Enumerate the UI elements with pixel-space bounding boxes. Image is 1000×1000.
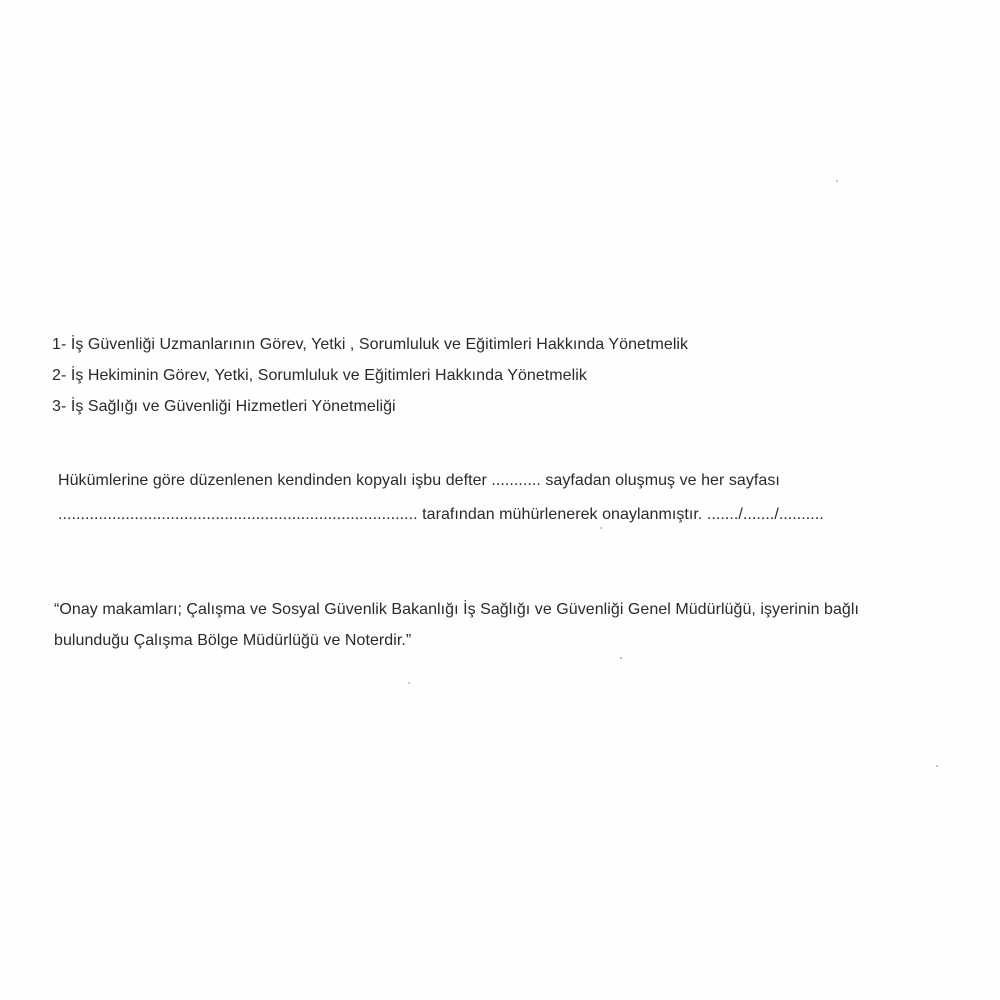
regulation-item-2: 2- İş Hekiminin Görev, Yetki, Sorumluluk ve Eğitimleri Hakkında Yönetmelik bbox=[52, 367, 587, 384]
regulation-item-1: 1- İş Güvenliği Uzmanlarının Görev, Yetki , Sorumluluk ve Eğitimleri Hakkında Yönetmelik bbox=[52, 336, 689, 353]
scan-speck bbox=[600, 527, 602, 529]
approval-text-line-2: ................................................................................ tarafından mühürlenerek onaylanmıştır. ......./......./.......... bbox=[58, 506, 824, 523]
regulation-item-3: 3- İş Sağlığı ve Güvenliği Hizmetleri Yönetmeliği bbox=[52, 398, 396, 415]
approval-authorities-note-line-1: “Onay makamları; Çalışma ve Sosyal Güvenlik Bakanlığı İş Sağlığı ve Güvenliği Genel Müdürlüğü, işyerinin bağlı bbox=[54, 601, 859, 618]
scan-speck bbox=[620, 657, 622, 659]
scan-speck bbox=[936, 765, 938, 767]
scan-speck bbox=[408, 682, 410, 684]
approval-text-line-1: Hükümlerine göre düzenlenen kendinden kopyalı işbu defter ........... sayfadan oluşmuş ve her sayfası bbox=[58, 472, 780, 489]
scan-speck bbox=[836, 180, 838, 182]
approval-authorities-note-line-2: bulunduğu Çalışma Bölge Müdürlüğü ve Noterdir.” bbox=[54, 632, 412, 649]
